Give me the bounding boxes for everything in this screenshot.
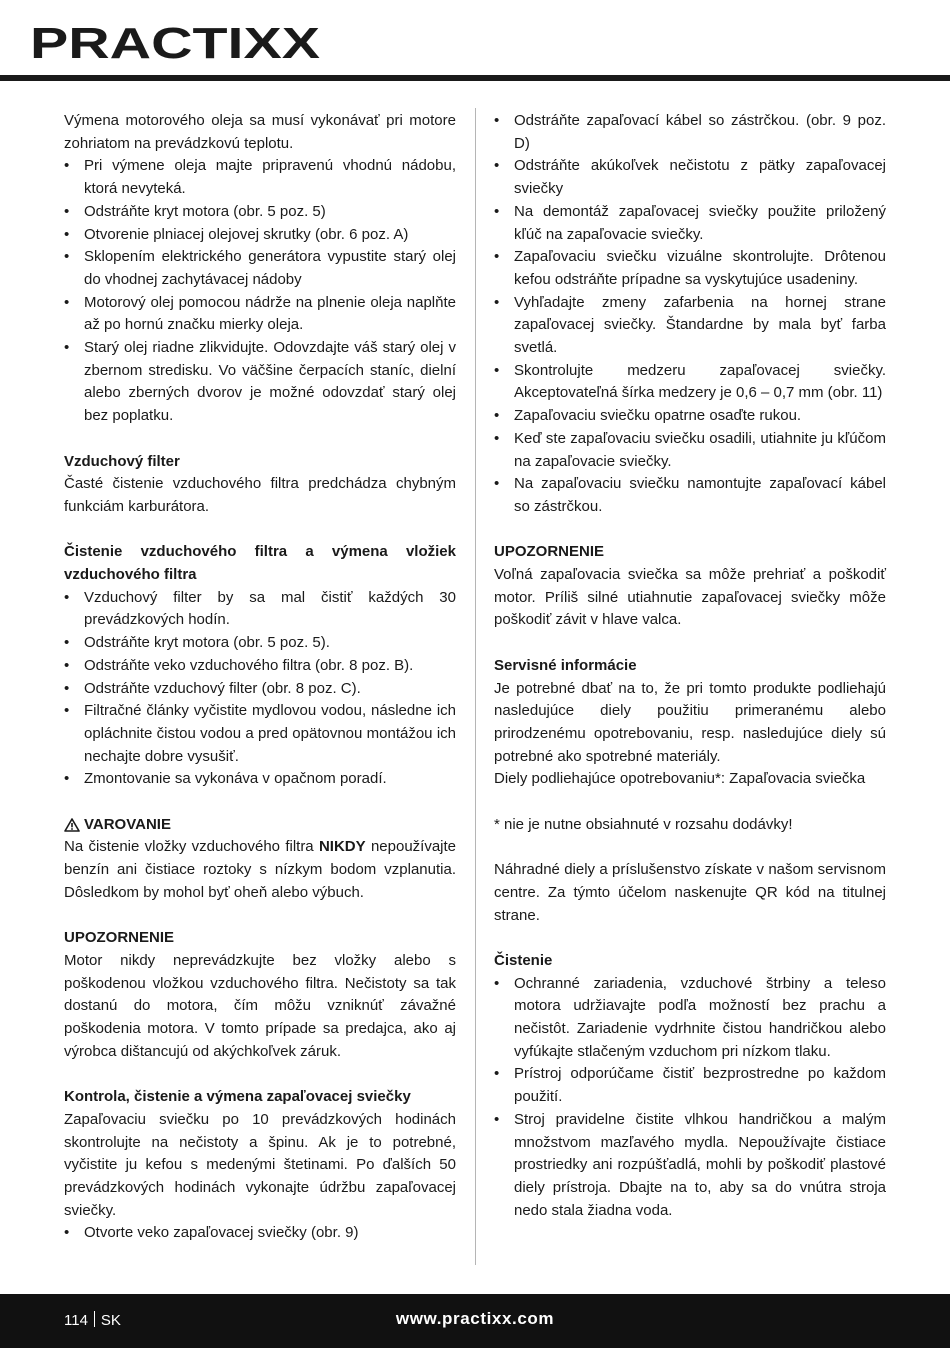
list-item: • Zapaľovaciu sviečku vizuálne skontrolujte. Drôtenou kefou odstráňte prípadne sa vyskytujúce usadeniny.	[494, 246, 886, 291]
spark-plug-text: Zapaľovaciu sviečku po 10 prevádzkových hodinách skontrolujte na nečistoty a špinu. Ak je to potrebné, vyčistite ju kefou s medenými štetinami. Po ďalších 50 prevádzkových hodinách vykonajte údržbu zapaľovacej sviečky.	[64, 1110, 456, 1219]
spark-plug-steps	[494, 110, 886, 519]
list-item: • Prístroj odporúčame čistiť bezprostredne po každom použití.	[494, 1063, 886, 1108]
air-filter-heading: Vzduchový filter	[64, 452, 180, 470]
list-item: • Sklopením elektrického generátora vypustite starý olej do vhodnej zachytávacej nádoby	[64, 246, 456, 291]
notice-heading: UPOZORNENIE	[494, 543, 605, 561]
list-item: • Na zapaľovaciu sviečku namontujte zapaľovací kábel so zástrčkou.	[494, 473, 886, 518]
list-item: • Keď ste zapaľovaciu sviečku osadili, utiahnite ju kľúčom na zapaľovacie sviečky.	[494, 428, 886, 473]
oil-change-steps	[64, 155, 456, 427]
warning-heading-label: VAROVANIE	[84, 815, 171, 833]
page-number-value: 114	[64, 1312, 88, 1329]
air-filter-text: Časté čistenie vzduchového filtra predchádza chybným funkciám karburátora.	[64, 475, 456, 515]
list-item: • Ochranné zariadenia, vzduchové štrbiny a teleso motora udržiavajte podľa možností bez prachu a nečistôt. Zariadenie vydrhnite čistou handričkou alebo vyfúkajte stlačeným vzduchom pri nízkom tlaku.	[494, 973, 886, 1064]
list-item: • Zmontovanie sa vykonáva v opačnom poradí.	[64, 768, 456, 791]
list-item: • Odstráňte zapaľovací kábel so zástrčkou. (obr. 9 poz. D)	[494, 110, 886, 155]
air-filter-cleaning-steps	[64, 587, 456, 791]
oil-change-intro: Výmena motorového oleja sa musí vykonávať pri motore zohriatom na prevádzkovú teplotu.	[64, 112, 456, 152]
list-item: • Skontrolujte medzeru zapaľovacej sviečky. Akceptovateľná šírka medzery je 0,6 – 0,7 mm (obr. 11)	[494, 360, 886, 405]
notice-text: Motor nikdy neprevádzkujte bez vložky alebo s poškodenou vložkou vzduchového filtra. Nečistoty sa tak dostanú do motora, čím môžu vzniknúť závažné poškodenia motora. V tomto prípade sa predajca, ako aj výrobca dištancujú od akýchkoľvek záruk.	[64, 951, 456, 1060]
list-item: • Vzduchový filter by sa mal čistiť každých 30 prevádzkových hodín.	[64, 587, 456, 632]
list-item: • Odstráňte veko vzduchového filtra (obr. 8 poz. B).	[64, 655, 456, 678]
cleaning-steps	[494, 973, 886, 1223]
header-rule	[0, 75, 950, 81]
spark-plug-heading: Kontrola, čistenie a výmena zapaľovacej sviečky	[64, 1088, 411, 1106]
list-item: • Otvorenie plniacej olejovej skrutky (obr. 6 poz. A)	[64, 224, 456, 247]
list-item: • Pri výmene oleja majte pripravenú vhodnú nádobu, ktorá nevyteká.	[64, 155, 456, 200]
list-item: • Odstráňte akúkoľvek nečistotu z pätky zapaľovacej sviečky	[494, 155, 886, 200]
page-header	[0, 0, 950, 86]
website-link[interactable]: www.practixx.com	[395, 1309, 555, 1328]
list-item: • Odstráňte kryt motora (obr. 5 poz. 5).	[64, 632, 456, 655]
list-item: • Na demontáž zapaľovacej sviečky použite priložený kľúč na zapaľovacie sviečky.	[494, 201, 886, 246]
list-item: • Odstráňte kryt motora (obr. 5 poz. 5)	[64, 201, 456, 224]
air-filter-cleaning-heading: Čistenie vzduchového filtra a výmena vložiek vzduchového filtra	[64, 543, 456, 584]
warning-text: Na čistenie vložky vzduchového filtra NIKDY nepoužívajte benzín ani čistiace roztoky s nízkym bodom vzplanutia. Dôsledkom by mohol byť oheň alebo výbuch.	[64, 838, 457, 901]
right-column	[494, 110, 886, 1222]
notice-heading: UPOZORNENIE	[64, 929, 175, 947]
column-divider	[475, 108, 476, 1265]
language-code: SK	[100, 1312, 121, 1329]
never-emphasis: NIKDY	[318, 838, 366, 856]
svg-text:PRACTIXX: PRACTIXX	[30, 19, 320, 68]
warning-heading	[64, 814, 456, 837]
list-item: • Stroj pravidelne čistite vlhkou handričkou a malým množstvom mazľavého mydla. Nepoužívajte čistiace prostriedky ani rozpúšťadlá, mohli by poškodiť plastové diely prístroja. Dbajte na to, aby sa do vnútra stroja nedo stala žiadna voda.	[494, 1109, 886, 1223]
practixx-logo	[30, 14, 330, 76]
list-item: • Starý olej riadne zlikvidujte. Odovzdajte váš starý olej v zbernom stredisku. Vo väčšine čerpacích staníc, dielní alebo zberných dvorov je možné odovzdať starý olej bez poplatku.	[64, 337, 456, 428]
list-item: • Otvorte veko zapaľovacej sviečky (obr. 9)	[64, 1222, 456, 1245]
spark-plug-steps-start	[64, 1222, 456, 1245]
service-heading: Servisné informácie	[494, 656, 637, 674]
list-item: • Zapaľovaciu sviečku opatrne osaďte rukou.	[494, 405, 886, 428]
page-footer	[0, 1294, 950, 1348]
list-item: • Odstráňte vzduchový filter (obr. 8 poz. C).	[64, 678, 456, 701]
list-item: • Vyhľadajte zmeny zafarbenia na hornej strane zapaľovacej sviečky. Štandardne by mala byť farba svetlá.	[494, 292, 886, 360]
service-text: Je potrebné dbať na to, že pri tomto produkte podliehajú nasledujúce diely použitiu primeranému alebo prirodzenému opotrebovaniu, resp. nasledujúce diely sú potrebné ako spotrebné materiály.	[494, 679, 886, 765]
left-column	[64, 110, 456, 1245]
list-item: • Motorový olej pomocou nádrže na plnenie oleja naplňte až po hornú značku mierky oleja.	[64, 292, 456, 337]
warning-triangle-icon	[64, 818, 80, 832]
spare-parts-text: Náhradné diely a príslušenstvo získate v našom servisnom centre. Za týmto účelom naskenujte QR kód na titulnej strane.	[494, 861, 886, 924]
notice-text: Voľná zapaľovacia sviečka sa môže prehriať a poškodiť motor. Príliš silné utiahnutie zapaľovacej sviečky môže poškodiť závit v hlave valca.	[494, 566, 886, 629]
wear-parts-text: Diely podliehajúce opotrebovaniu*: Zapaľovacia sviečka	[494, 770, 866, 788]
cleaning-heading: Čistenie	[494, 951, 553, 969]
footnote: * nie je nutne obsiahnuté v rozsahu dodávky!	[494, 815, 793, 833]
list-item: • Filtračné články vyčistite mydlovou vodou, následne ich opláchnite čistou vodou a pred opätovnou montážou ich nechajte dobre vysušiť.	[64, 700, 456, 768]
